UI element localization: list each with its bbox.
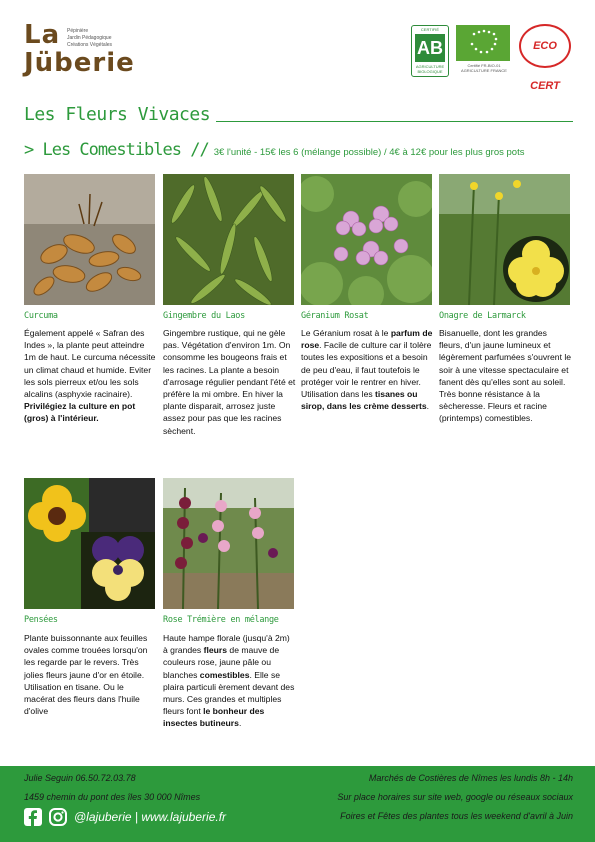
- footer-address: 1459 chemin du pont des îles 30 000 Nîmes: [24, 792, 201, 802]
- logo-line: Créations Végétales: [67, 42, 113, 48]
- instagram-icon[interactable]: [49, 808, 67, 826]
- facebook-icon[interactable]: [24, 808, 42, 826]
- onagre-photo: [439, 174, 570, 305]
- ab-badge-mark: AB: [415, 34, 445, 62]
- description-text: Également appelé « Safran des Indes », la plante peut atteindre 1m de haut. Le curcuma nécessite un climat chaud et humide. Eviter les sols pierreux et/ou les sols alcalins (asphyxie racinaire).: [24, 328, 156, 400]
- plant-name: Géranium Rosat: [301, 311, 369, 321]
- description-bold-text: fleurs: [203, 645, 228, 656]
- section-title: Les Fleurs Vivaces: [24, 104, 211, 125]
- footer-market: Marchés de Costières de Nîmes les lundis 8h - 14h: [368, 773, 573, 783]
- geranium-photo: [301, 174, 432, 305]
- ecocert-badge: ECO CERT: [519, 24, 571, 68]
- pensees-photo: [24, 478, 155, 609]
- rose-tremiere-photo: [163, 478, 294, 609]
- description-text: .: [426, 401, 430, 412]
- plant-name: Onagre de Larmarck: [439, 311, 526, 321]
- plant-name: Pensées: [24, 615, 58, 625]
- plant-name: Rose Trémière en mélange: [163, 615, 279, 625]
- subsection-header: [24, 140, 524, 160]
- description-bold-text: comestibles: [199, 669, 250, 680]
- plant-description: [301, 327, 434, 412]
- subsection-title: > Les Comestibles //: [24, 140, 209, 160]
- logo-word-la: La: [24, 20, 61, 50]
- social-links[interactable]: @lajuberie | www.lajuberie.fr: [74, 810, 227, 824]
- price-info: 3€ l'unité - 15€ les 6 (mélange possible) / 4€ à 12€ pour les plus gros pots: [213, 147, 525, 158]
- description-text: Bisanuelle, dont les grandes fleurs, d'un jaune lumineux et légèrement parfumées s'ouvrent le soir à une vitesse spectaculaire et fanent dès qu'elles sont au soleil. Très bonne résistance à la sècheresse. Fleurs et racine (printemps) comestibles.: [439, 328, 572, 424]
- description-text: Le Géranium rosat à le: [301, 328, 391, 338]
- plant-name: Curcuma: [24, 311, 58, 321]
- description-text: . Facile de culture car il tolère toutes les expositions et a besoin de peu d'eau, il faut toutefois le protéger voir le rentrer en hiver. Utilisation dans les: [301, 340, 432, 400]
- logo-line: Pépinière: [67, 28, 89, 34]
- eu-organic-leaf-icon: [456, 25, 510, 61]
- logo-line: Jardin Pédagogique: [67, 35, 112, 41]
- description-text: .: [238, 718, 242, 729]
- plant-description: [439, 327, 572, 425]
- description-text: . Elle se plaira particuli èrement devant des murs. Ces grandes et multiples fleurs font: [163, 669, 295, 717]
- curcuma-photo: [24, 174, 155, 305]
- description-bold-text: parfum de rose: [301, 328, 433, 351]
- plant-description: [163, 327, 296, 437]
- footer-contact: Julie Seguin 06.50.72.03.78: [24, 773, 136, 783]
- ab-certification-badge: [411, 25, 449, 77]
- plant-description: [24, 632, 157, 717]
- description-text: Gingembre rustique, qui ne gèle pas. Végétation d'environ 1m. On consomme les bougeons frais et les racines. La plante a besoin d'arrosage régulier pendant l'été et préfère la mi ombre. En hiver la plante disparait, arrosez juste assez pour pas que les racines sèchent.: [163, 328, 296, 436]
- logo-word-juberie: Jüberie: [24, 48, 135, 78]
- description-text: de mauve de couleurs rose, jaune pâle ou blanches: [163, 645, 280, 680]
- logo-taglines: [67, 28, 112, 49]
- ab-badge-bottom: AGRICULTURE BIOLOGIQUE: [415, 64, 445, 74]
- footer-onsite: Sur place horaires sur site web, google ou réseaux sociaux: [337, 792, 573, 802]
- title-divider: [216, 121, 573, 122]
- description-text: Plante buissonnante aux feuilles ovales comme trouées lorsqu'on les regarde par le revers. Très jolies fleurs jaune d'or en étoile. Utilisation en tisane. Ou le macérat des fleurs dans l'huile d'olive: [24, 633, 148, 717]
- gingembre-photo: [163, 174, 294, 305]
- description-bold-text: tisanes ou sirop, dans les crème desserts: [301, 389, 427, 412]
- plant-description: [163, 632, 296, 730]
- plant-name: Gingembre du Laos: [163, 311, 245, 321]
- description-bold-text: Privilégiez la culture en pot (gros) à l'intérieur.: [24, 401, 136, 424]
- eu-badge-caption: Certifié FR-BIO-01 AGRICULTURE FRANCE: [461, 63, 507, 73]
- description-bold-text: le bonheur des insectes butineurs: [163, 706, 265, 729]
- ab-badge-top: CERTIFIÉ: [420, 27, 440, 32]
- description-text: Haute hampe florale (jusqu'à 2m) à grandes: [163, 633, 290, 656]
- footer-fairs: Foires et Fêtes des plantes tous les weekend d'avril à Juin: [340, 811, 573, 821]
- plant-description: [24, 327, 157, 425]
